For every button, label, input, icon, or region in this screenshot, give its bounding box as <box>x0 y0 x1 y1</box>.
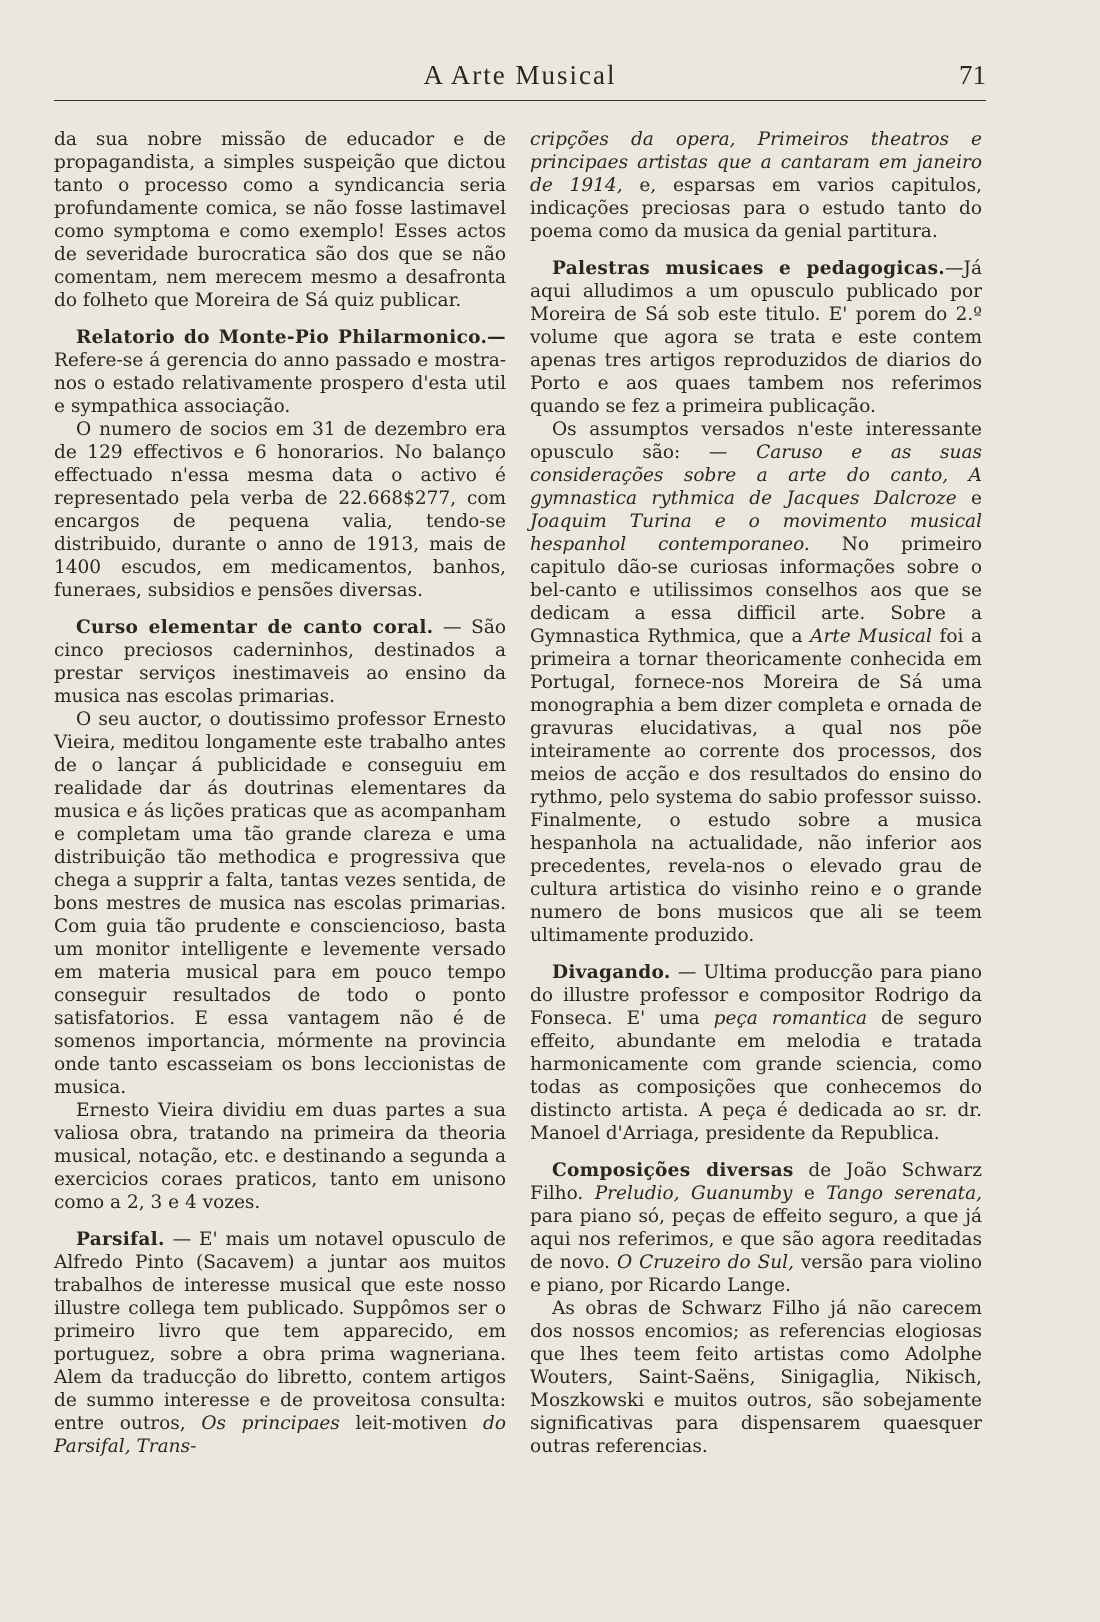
composicoes-paragraph <box>530 1159 982 1297</box>
italic-title: Tango serenata, <box>826 1183 982 1204</box>
paragraph-text: e, esparsas em varios capitulos, indicações preciosas para o estudo tanto do poema como da musica da genial partitura. <box>530 175 982 242</box>
italic-title: do Parsifal, Trans- <box>54 1413 506 1457</box>
italic-title: Arte Musical <box>810 626 932 647</box>
paragraph-text: de João Schwarz Filho. <box>530 1160 983 1204</box>
parsifal-continuation <box>530 128 982 243</box>
section-title-relatorio: Relatorio do Monte-Pio Philarmonico.— <box>76 327 506 348</box>
italic-title: peça romantica <box>713 1008 868 1029</box>
divagando-paragraph <box>530 961 982 1145</box>
paragraph-text: versão para violino e piano, por Ricardo Lange. <box>530 1252 982 1296</box>
paragraph: O seu auctor, o doutissimo professor Ernesto Vieira, meditou longamente este trabalho antes de o lançar á publicidade e conseguiu em realidade dar ás doutrinas elementares da musica e ás lições praticas que as acompanham e completam uma tão grande clareza e uma distribuição tão methodica e progressiva que chega a supprir a falta, tantas vezes sentida, de bons mestres de musica nas escolas primarias. Com guia tão prudente e consciencioso, basta um monitor intelligente e levemente versado em materia musical para em pouco tempo conseguir resultados de todo o ponto satisfatorios. E essa vantagem não é de somenos importancia, mórmente na provincia onde tanto escasseiam os bons leccionistas de musica. <box>54 709 506 1098</box>
italic-title: Os principaes <box>201 1413 340 1434</box>
italic-title: Joaquim Turina e o movimento musical hespanhol contemporaneo. <box>530 511 982 555</box>
parsifal-text: — E' mais um notavel opusculo de Alfredo Pinto (Sacavem) a juntar aos muitos trabalhos de interesse musical que este nosso illustre collega tem publicado. Suppômos ser o primeiro livro que tem apparecido, em portuguez, sobre a obra prima wagneriana. Alem da traducção do libretto, contem artigos de summo interesse e de proveitosa consulta: entre outros, <box>54 1229 506 1434</box>
paragraph-text: para piano só, peças de effeito seguro, a que já aqui nos referimos, e que são agora reeditadas de novo. <box>530 1206 982 1273</box>
paragraph-text: e <box>956 488 982 509</box>
palestras-text: —Já aqui alludimos a um opusculo publicado por Moreira de Sá sob este titulo. E' porem do 2.º volume que agora se trata e este contem apenas tres artigos reproduzidos de diarios do Porto e aos quaes tambem nos referimos quando se fez a primeira publicação. <box>530 258 982 417</box>
relatorio-text: Refere-se á gerencia do anno passado e mostra-nos o estado relativamente prospero d'esta util e sympathica associação. <box>54 350 506 417</box>
curso-paragraph <box>54 616 506 708</box>
curso-text: — São cinco preciosos caderninhos, destinados a prestar serviços inestimaveis ao ensino da musica nas escolas primarias. <box>54 617 506 707</box>
paragraph-text: foi a primeira a tornar theoricamente conhecida em Portugal, fornece-nos Moreira de Sá uma monographia a bem dizer completa e ornada de gravuras elucidativas, a qual nos põe inteiramente ao corrente dos processos, dos meios de acção e dos resultados do ensino do rythmo, pelo systema do sabio professor suisso. Finalmente, o estudo sobre a musica hespanhola na actualidade, não inferior aos precedentes, revela-nos o elevado grau de cultura artistica do visinho reino e o grande numero de bons musicos que ali se teem ultimamente produzido. <box>530 626 982 946</box>
paragraph <box>530 418 982 947</box>
italic-title: Caruso e as suas considerações sobre a arte do canto, A gymnastica rythmica de Jacques Dalcroze <box>530 442 982 509</box>
paragraph: As obras de Schwarz Filho já não carecem dos nossos encomios; as referencias elogiosas que lhes teem feito artistas como Adolphe Wouters, Saint-Saëns, Sinigaglia, Nikisch, Moszkowski e muitos outros, são sobejamente significativas para dispensarem quaesquer outras referencias. <box>530 1298 982 1457</box>
palestras-paragraph <box>530 257 982 418</box>
section-title-divagando: Divagando. <box>552 962 671 983</box>
page-header <box>54 58 986 102</box>
italic-title: O Cruzeiro do Sul, <box>616 1252 794 1273</box>
section-title-composicoes: Composições diversas <box>552 1160 794 1181</box>
paragraph-text: Os assumptos versados n'este interessante opusculo são: — <box>530 419 982 463</box>
paragraph: O numero de socios em 31 de dezembro era de 129 effectivos e 6 honorarios. No balanço effectuado n'essa mesma data o activo é representado pela verba de 22.668$277, com encargos de pequena valia, tendo-se distribuido, durante o anno de 1913, mais de 1400 escudos, em medicamentos, banhos, funeraes, subsidios e pensões diversas. <box>54 419 506 601</box>
parsifal-text: leit-motiven <box>339 1413 484 1434</box>
paragraph: da sua nobre missão de educador e de propagandista, a simples suspeição que dictou tanto o processo como a syndicancia seria profundamente comica, se não fosse lastimavel como symptoma e como exemplo! Esses actos de severidade burocratica são dos que se não comentam, nem merecem mesmo a desafronta do folheto que Moreira de Sá quiz publicar. <box>54 129 506 311</box>
italic-title: Preludio, Guanumby <box>594 1183 793 1204</box>
section-title-parsifal: Parsifal. <box>76 1229 165 1250</box>
header-rule <box>54 100 986 101</box>
paragraph-text: — Ultima producção para piano do illustre professor e compositor Rodrigo da Fonseca. E' uma <box>530 962 982 1029</box>
section-title-curso: Curso elementar de canto coral. <box>76 617 434 638</box>
parsifal-paragraph <box>54 1228 506 1458</box>
right-column <box>530 128 982 1458</box>
running-title: A Arte Musical <box>423 60 617 90</box>
italic-title: cripções da opera, Primeiros theatros e principaes artistas que a cantaram em janeiro de 1914, <box>530 129 982 196</box>
left-column <box>54 128 506 1458</box>
page-number: 71 <box>959 60 986 90</box>
section-title-palestras: Palestras musicaes e pedagogicas. <box>552 258 946 279</box>
paragraph: Ernesto Vieira dividiu em duas partes a sua valiosa obra, tratando na primeira da theoria musical, notação, etc. e destinando a segunda a exercicios coraes praticos, tanto em unisono como a 2, 3 e 4 vozes. <box>54 1100 506 1213</box>
relatorio-paragraph <box>54 326 506 418</box>
paragraph-text: e <box>792 1183 827 1204</box>
paragraph-text: de seguro effeito, abundante em melodia e tratada harmonicamente com grande sciencia, como todas as composições que conhecemos do distincto artista. A peça é dedicada ao sr. dr. Manoel d'Arriaga, presidente da Republica. <box>530 1008 983 1144</box>
paragraph-text: No primeiro capitulo dão-se curiosas informações sobre o bel-canto e utilissimos conselhos aos que se dedicam a essa difficil arte. Sobre a Gymnastica Rythmica, que a <box>530 534 982 647</box>
